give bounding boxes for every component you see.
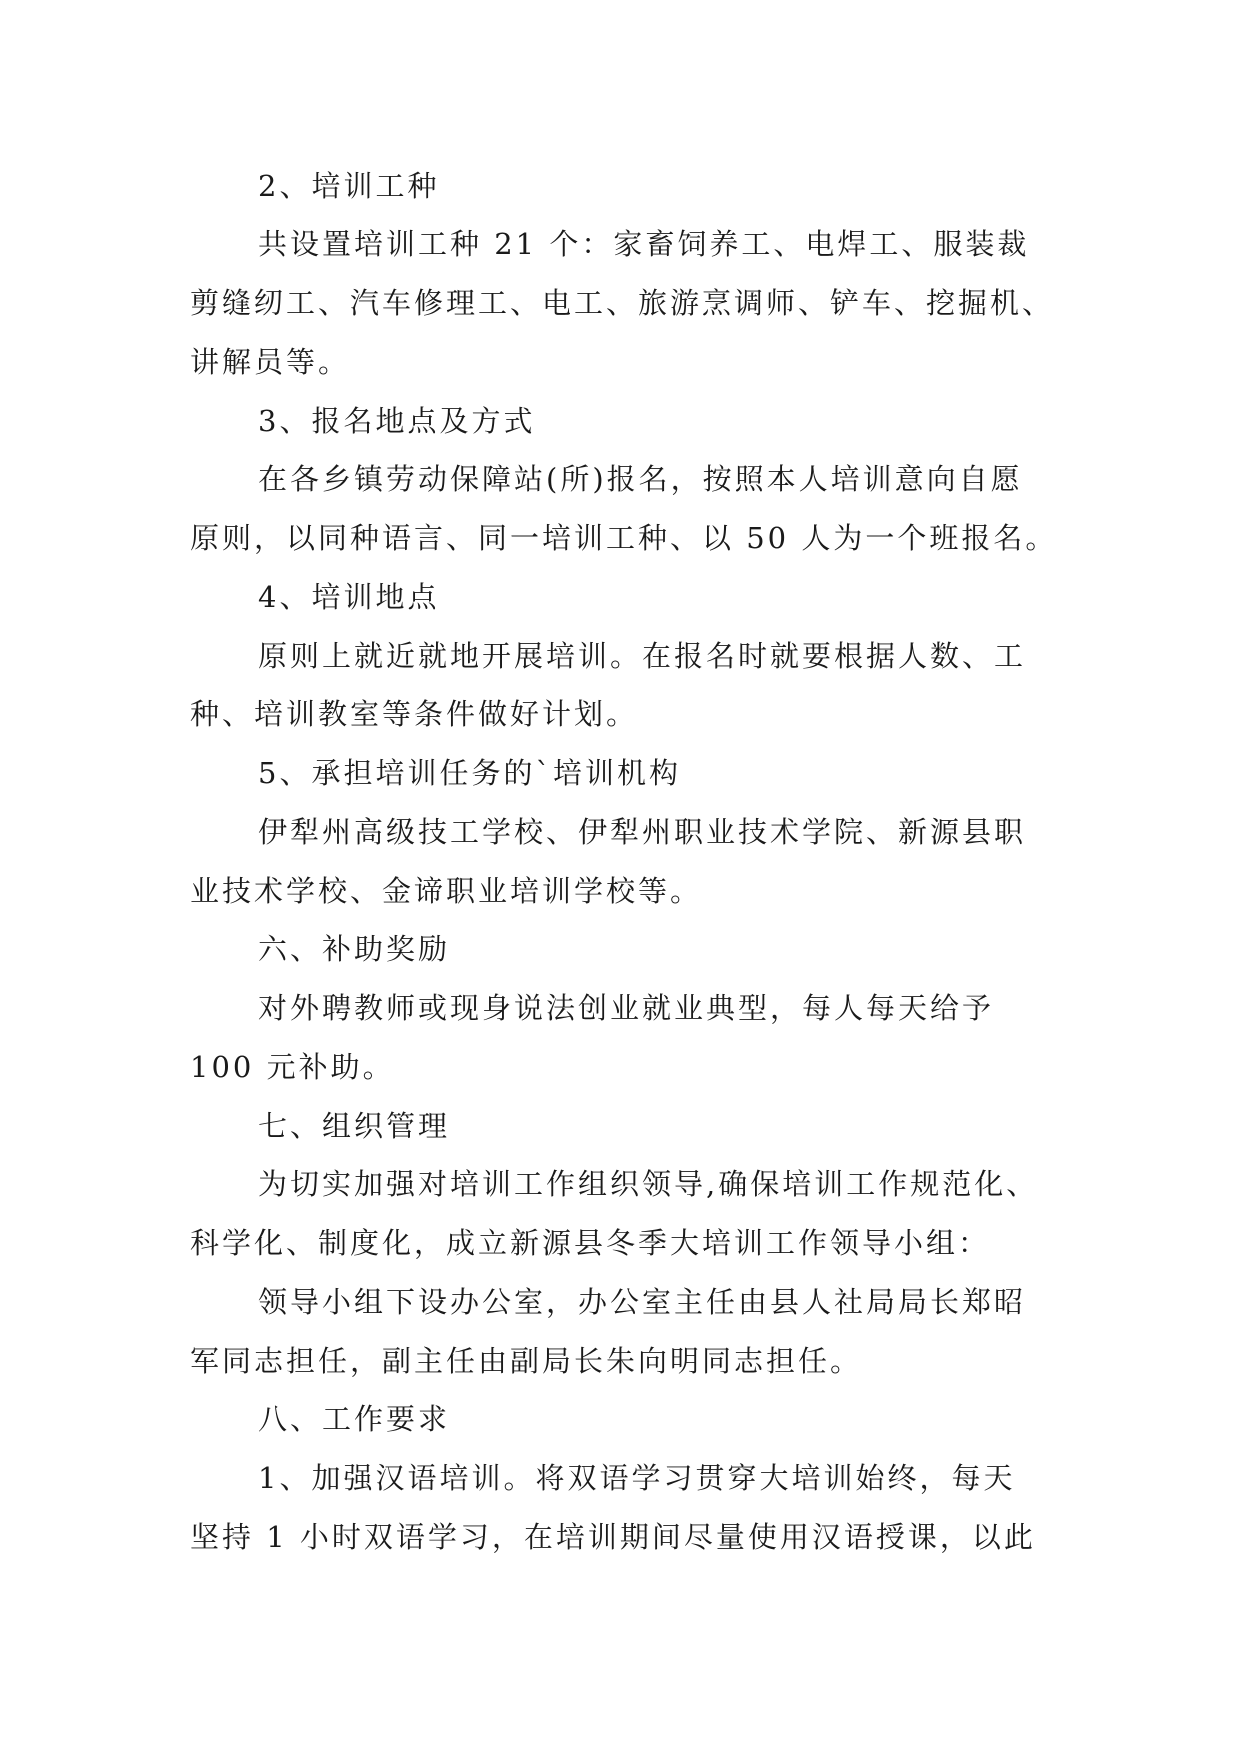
paragraph-line: 军同志担任，副主任由副局长朱向明同志担任。 bbox=[190, 1344, 863, 1378]
paragraph-line: 种、培训教室等条件做好计划。 bbox=[190, 697, 639, 731]
heading-training-types: 2、培训工种 bbox=[258, 169, 440, 203]
paragraph-line: 原则上就近就地开展培训。在报名时就要根据人数、工 bbox=[258, 639, 1027, 673]
paragraph-line: 在各乡镇劳动保障站(所)报名，按照本人培训意向自愿 bbox=[258, 462, 1023, 496]
paragraph-line: 100 元补助。 bbox=[190, 1050, 395, 1084]
paragraph-line: 领导小组下设办公室，办公室主任由县人社局局长郑昭 bbox=[258, 1285, 1027, 1319]
paragraph-line: 原则，以同种语言、同一培训工种、以 50 人为一个班报名。 bbox=[190, 521, 1058, 555]
paragraph-line: 科学化、制度化，成立新源县冬季大培训工作领导小组： bbox=[190, 1226, 991, 1260]
heading-work-requirements: 八、工作要求 bbox=[258, 1402, 451, 1436]
paragraph-line: 对外聘教师或现身说法创业就业典型，每人每天给予 bbox=[258, 991, 995, 1025]
heading-subsidy: 六、补助奖励 bbox=[258, 932, 451, 966]
paragraph-line: 为切实加强对培训工作组织领导,确保培训工作规范化、 bbox=[258, 1167, 1039, 1201]
heading-training-location: 4、培训地点 bbox=[258, 580, 440, 614]
heading-training-institutions: 5、承担培训任务的`培训机构 bbox=[258, 756, 681, 790]
heading-registration: 3、报名地点及方式 bbox=[258, 404, 536, 438]
paragraph-line: 伊犁州高级技工学校、伊犁州职业技术学院、新源县职 bbox=[258, 815, 1027, 849]
heading-organization: 七、组织管理 bbox=[258, 1109, 451, 1143]
paragraph-line: 业技术学校、金谛职业培训学校等。 bbox=[190, 874, 703, 908]
paragraph-line: 共设置培训工种 21 个：家畜饲养工、电焊工、服装裁 bbox=[258, 227, 1030, 261]
paragraph-line: 讲解员等。 bbox=[190, 345, 351, 379]
paragraph-line: 1、加强汉语培训。将双语学习贯穿大培训始终，每天 bbox=[258, 1461, 1016, 1495]
paragraph-line: 坚持 1 小时双语学习，在培训期间尽量使用汉语授课，以此 bbox=[190, 1520, 1036, 1554]
paragraph-line: 剪缝纫工、汽车修理工、电工、旅游烹调师、铲车、挖掘机、 bbox=[190, 286, 1055, 320]
